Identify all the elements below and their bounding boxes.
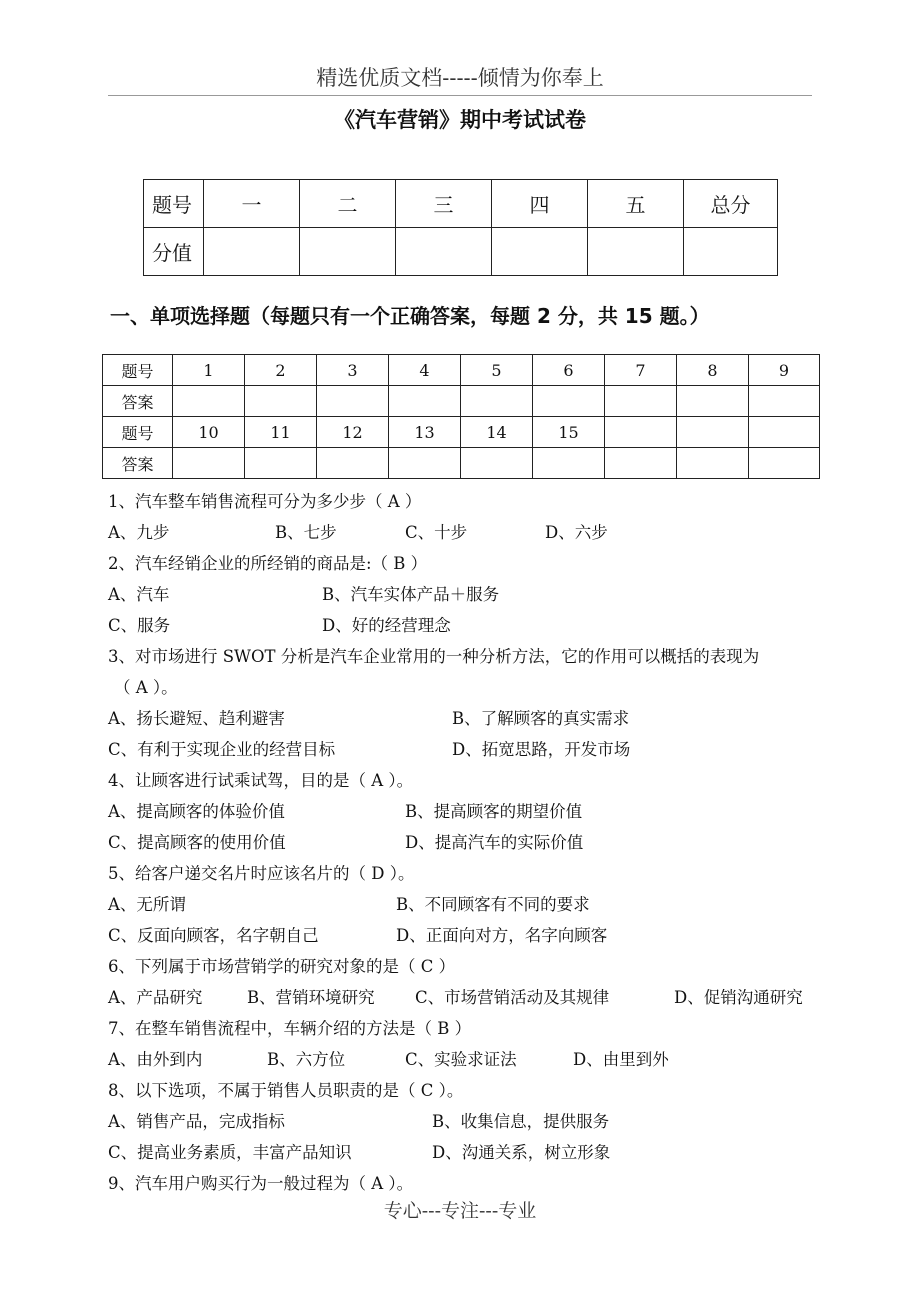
q8-option-c: C、提高业务素质，丰富产品知识	[108, 1143, 352, 1162]
answer-fill-cell[interactable]	[605, 386, 677, 417]
score-value-cell	[684, 228, 778, 276]
answer-num-cell: 10	[173, 417, 245, 448]
answer-fill-cell[interactable]	[245, 386, 317, 417]
answer-fill-cell[interactable]	[533, 448, 605, 479]
q8-option-b: B、收集信息，提供服务	[432, 1112, 610, 1131]
answer-fill-cell[interactable]	[173, 386, 245, 417]
question-6: 6、下列属于市场营销学的研究对象的是（ C ）	[108, 957, 456, 976]
q4-option-d: D、提高汽车的实际价值	[405, 833, 584, 852]
answer-num-cell	[605, 417, 677, 448]
answer-num-cell: 12	[317, 417, 389, 448]
q5-option-b: B、不同顾客有不同的要求	[396, 895, 590, 914]
section-1-title: 一、单项选择题（每题只有一个正确答案，每题 2 分，共 15 题。）	[110, 304, 710, 328]
score-cell-total: 总分	[684, 180, 778, 228]
question-2: 2、汽车经销企业的所经销的商品是:（ B ）	[108, 554, 428, 573]
answer-fill-row	[103, 386, 820, 417]
q2-option-d: D、好的经营理念	[322, 616, 451, 635]
q4-option-b: B、提高顾客的期望价值	[405, 802, 583, 821]
q7-option-b: B、六方位	[267, 1050, 346, 1069]
q7-option-c: C、实验求证法	[405, 1050, 517, 1069]
answer-num-cell: 2	[245, 355, 317, 386]
question-8: 8、以下选项，不属于销售人员职责的是（ C ）。	[108, 1081, 464, 1100]
answer-fill-cell[interactable]	[461, 386, 533, 417]
answer-fill-cell[interactable]	[749, 448, 820, 479]
answer-fill-cell[interactable]	[173, 448, 245, 479]
answer-fill-cell[interactable]	[677, 386, 749, 417]
q1-option-b: B、七步	[275, 523, 337, 542]
q6-option-a: A、产品研究	[108, 988, 203, 1007]
answer-num-label: 题号	[103, 417, 173, 448]
answer-num-row	[103, 417, 820, 448]
q8-option-d: D、沟通关系，树立形象	[432, 1143, 611, 1162]
score-cell-part-3: 三	[396, 180, 492, 228]
header-divider	[108, 95, 812, 96]
answer-num-cell: 1	[173, 355, 245, 386]
answer-num-cell: 6	[533, 355, 605, 386]
answer-num-cell: 14	[461, 417, 533, 448]
answer-num-cell	[677, 417, 749, 448]
answer-fill-cell[interactable]	[533, 386, 605, 417]
question-4: 4、让顾客进行试乘试驾，目的是（ A ）。	[108, 771, 414, 790]
score-cell-part-4: 四	[492, 180, 588, 228]
answer-fill-cell[interactable]	[389, 448, 461, 479]
answer-num-cell: 11	[245, 417, 317, 448]
answer-table	[102, 354, 820, 479]
question-1: 1、汽车整车销售流程可分为多少步（ A ）	[108, 492, 422, 511]
answer-fill-cell[interactable]	[461, 448, 533, 479]
answer-fill-cell[interactable]	[317, 448, 389, 479]
question-9: 9、汽车用户购买行为一般过程为（ A ）。	[108, 1174, 414, 1193]
q5-option-a: A、无所谓	[108, 895, 186, 914]
answer-num-cell: 9	[749, 355, 820, 386]
q7-option-a: A、由外到内	[108, 1050, 203, 1069]
q3-option-a: A、扬长避短、趋利避害	[108, 709, 285, 728]
q1-option-d: D、六步	[545, 523, 608, 542]
answer-fill-cell[interactable]	[245, 448, 317, 479]
score-cell-label: 题号	[144, 180, 204, 228]
page-header: 精选优质文档-----倾情为你奉上	[316, 66, 604, 90]
answer-fill-label: 答案	[103, 386, 173, 417]
answer-fill-row	[103, 448, 820, 479]
answer-fill-cell[interactable]	[317, 386, 389, 417]
answer-num-cell	[749, 417, 820, 448]
answer-num-cell: 4	[389, 355, 461, 386]
answer-fill-label: 答案	[103, 448, 173, 479]
answer-num-cell: 7	[605, 355, 677, 386]
question-5: 5、给客户递交名片时应该名片的（ D ）。	[108, 864, 415, 883]
score-value-cell	[300, 228, 396, 276]
q2-option-c: C、服务	[108, 616, 171, 635]
score-value-row	[144, 228, 778, 276]
score-value-label: 分值	[144, 228, 204, 276]
q1-option-a: A、九步	[108, 523, 170, 542]
score-value-cell	[396, 228, 492, 276]
q5-option-c: C、反面向顾客，名字朝自己	[108, 926, 319, 945]
score-cell-part-5: 五	[588, 180, 684, 228]
q8-option-a: A、销售产品，完成指标	[108, 1112, 285, 1131]
answer-fill-cell[interactable]	[749, 386, 820, 417]
q1-option-c: C、十步	[405, 523, 468, 542]
answer-fill-cell[interactable]	[605, 448, 677, 479]
score-header-row	[144, 180, 778, 228]
answer-fill-cell[interactable]	[677, 448, 749, 479]
q4-option-c: C、提高顾客的使用价值	[108, 833, 286, 852]
answer-num-cell: 3	[317, 355, 389, 386]
score-value-cell	[492, 228, 588, 276]
score-cell-part-1: 一	[204, 180, 300, 228]
score-value-cell	[588, 228, 684, 276]
q5-option-d: D、正面向对方，名字向顾客	[396, 926, 608, 945]
question-3: 3、对市场进行 SWOT 分析是汽车企业常用的一种分析方法，它的作用可以概括的表现为	[108, 647, 760, 666]
exam-title: 《汽车营销》期中考试试卷	[334, 108, 586, 132]
q2-option-a: A、汽车	[108, 585, 170, 604]
answer-num-cell: 15	[533, 417, 605, 448]
q3-option-c: C、有利于实现企业的经营目标	[108, 740, 336, 759]
q6-option-d: D、促销沟通研究	[674, 988, 803, 1007]
q3-option-d: D、拓宽思路，开发市场	[452, 740, 631, 759]
question-7: 7、在整车销售流程中，车辆介绍的方法是（ B ）	[108, 1019, 472, 1038]
page-footer: 专心---专注---专业	[383, 1200, 537, 1222]
q6-option-c: C、市场营销活动及其规律	[415, 988, 610, 1007]
answer-num-label: 题号	[103, 355, 173, 386]
q2-option-b: B、汽车实体产品＋服务	[322, 585, 500, 604]
answer-num-cell: 5	[461, 355, 533, 386]
score-value-cell	[204, 228, 300, 276]
score-table	[143, 179, 778, 276]
question-3-continued: （ A ）。	[114, 678, 178, 697]
score-cell-part-2: 二	[300, 180, 396, 228]
q6-option-b: B、营销环境研究	[247, 988, 375, 1007]
answer-fill-cell[interactable]	[389, 386, 461, 417]
q7-option-d: D、由里到外	[573, 1050, 669, 1069]
answer-num-cell: 13	[389, 417, 461, 448]
q3-option-b: B、了解顾客的真实需求	[452, 709, 630, 728]
q4-option-a: A、提高顾客的体验价值	[108, 802, 285, 821]
answer-num-row	[103, 355, 820, 386]
answer-num-cell: 8	[677, 355, 749, 386]
